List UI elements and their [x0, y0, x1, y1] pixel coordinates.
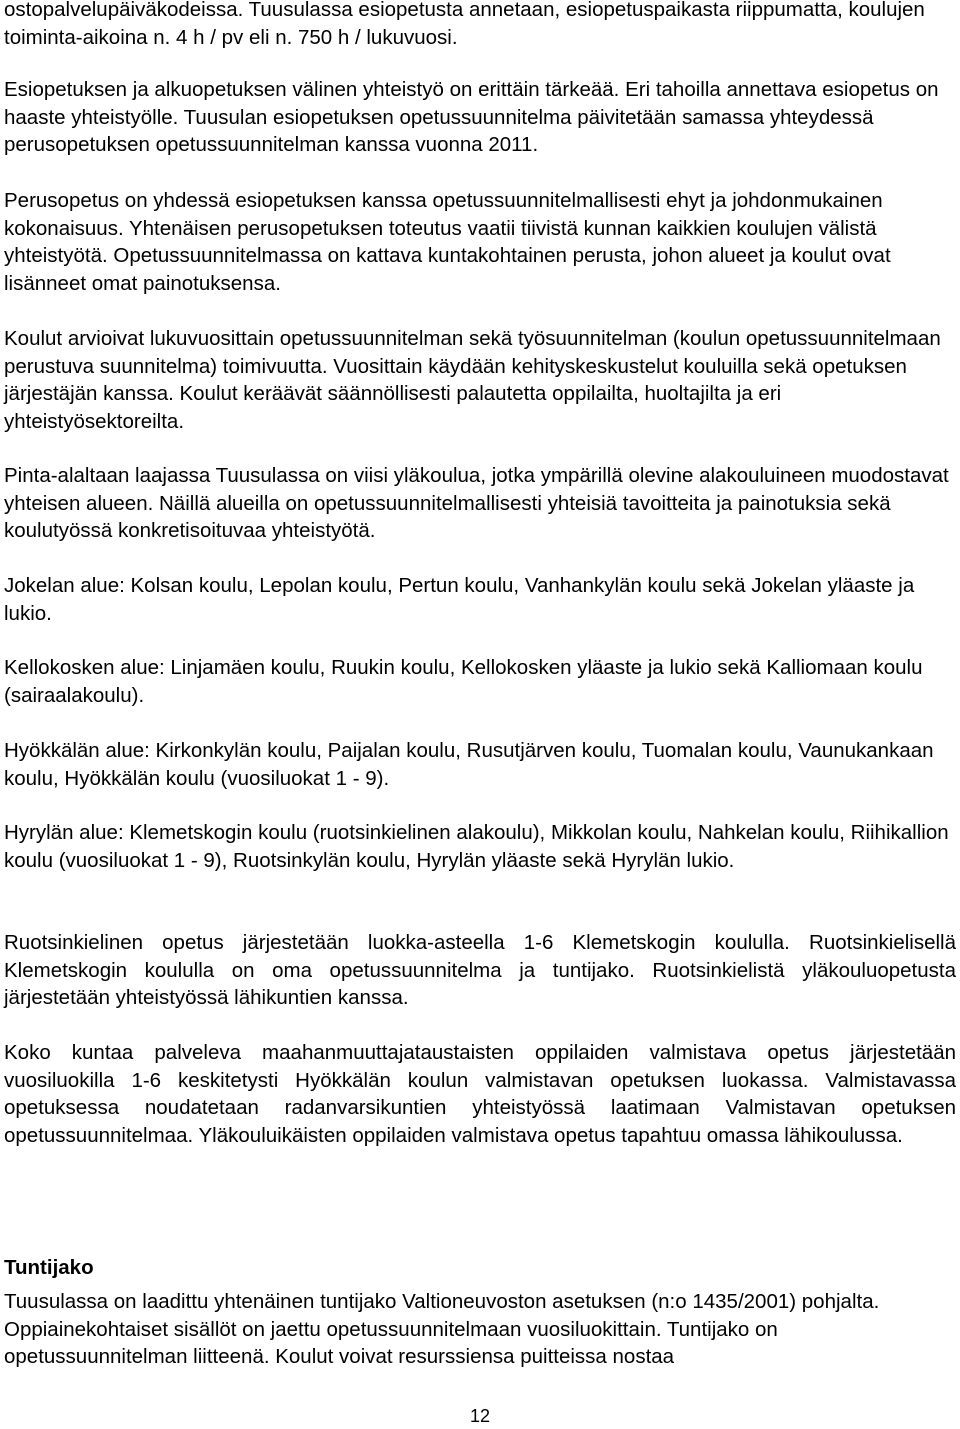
text-line: pohjalta. Oppiainekohtaiset sisällöt on jaettu opetussuunnitelmaan vuosiluokittain.	[4, 1290, 880, 1341]
text-line: Vaunukankaan koulu, Hyökkälän koulu (vuosiluokat 1 - 9).	[4, 739, 934, 790]
text-line: Hyökkälän alue: Kirkonkylän koulu, Paijalan koulu, Rusutjärven koulu, Tuomalan koulu,	[4, 739, 793, 762]
text-line: säännöllisesti palautetta oppilailta, huoltajilta ja eri yhteistyösektoreilta.	[4, 382, 782, 433]
text-line: Pinta-alaltaan laajassa Tuusulassa on viisi yläkoulua, jotka ympärillä olevine alakouluineen	[4, 464, 826, 487]
paragraph-kellokoski-area	[4, 654, 956, 709]
page-number: 12	[469, 1406, 491, 1426]
text-line: Koko kuntaa palveleva maahanmuuttajataustaisten oppilaiden valmistava opetus	[4, 1041, 829, 1064]
text-line: Tuusulassa on laadittu yhtenäinen tuntijako Valtioneuvoston asetuksen (n:o 1435/2001)	[4, 1290, 797, 1313]
text-line: samassa yhteydessä perusopetuksen opetussuunnitelman kanssa vuonna 2011.	[4, 105, 874, 156]
text-line: esiopetus on haaste yhteistyölle. Tuusulan esiopetuksen opetussuunnitelma päivitetään	[4, 78, 939, 129]
text-line: luokassa. Valmistavassa opetuksessa noudatetaan radanvarsikuntien yhteistyössä	[4, 1068, 957, 1119]
paragraph-swedish-education	[4, 929, 956, 1012]
text-line: yläaste ja lukio.	[4, 574, 915, 625]
paragraph-hyokkala-area	[4, 737, 956, 792]
text-line: ostopalvelupäiväkodeissa. Tuusulassa esiopetusta annetaan, esiopetuspaikasta	[4, 0, 730, 21]
text-line: Hyrylän alue: Klemetskogin koulu (ruotsinkielinen alakoulu), Mikkolan koulu, Nahkelan	[4, 821, 785, 844]
text-line: laatimaan Valmistavan opetuksen opetussuunnitelmaa. Yläkouluikäisten oppilaiden	[4, 1096, 956, 1147]
text-line: Ruotsinkielinen opetus järjestetään luokka-asteella 1-6 Klemetskogin koululla.	[4, 931, 790, 954]
text-line: Esiopetuksen ja alkuopetuksen välinen yhteistyö on erittäin tärkeää. Eri tahoilla annettava	[4, 78, 817, 101]
paragraph-jokela-area	[4, 572, 956, 627]
text-line: Jokelan alue: Kolsan koulu, Lepolan koulu, Pertun koulu, Vanhankylän koulu sekä Jokelan	[4, 574, 822, 597]
text-line: kehityskeskustelut kouluilla sekä opetuksen järjestäjän kanssa. Koulut keräävät	[4, 354, 907, 405]
text-line: Tuntijako on opetussuunnitelman liitteenä. Koulut voivat resurssiensa puitteissa nostaa	[4, 1317, 778, 1368]
text-line: muodostavat yhteisen alueen. Näillä alueilla on opetussuunnitelmallisesti yhteisiä	[4, 464, 949, 515]
paragraph-preschool-hours	[4, 0, 956, 51]
text-line: Kellokosken alue: Linjamäen koulu, Ruukin koulu, Kellokosken yläaste ja lukio sekä	[4, 656, 761, 679]
text-line: järjestetään vuosiluokilla 1-6 keskitetysti Hyökkälän koulun valmistavan opetuksen	[4, 1041, 956, 1092]
text-line: Koulut arvioivat lukuvuosittain opetussuunnitelman sekä työsuunnitelman (koulun	[4, 327, 741, 350]
text-line: Hyrylän lukio.	[611, 848, 735, 872]
paragraph-evaluation	[4, 325, 956, 435]
text-line: tavoitteita ja painotuksia sekä koulutyössä konkretisoituvaa yhteistyötä.	[4, 491, 891, 542]
paragraph-tuntijako	[4, 1288, 956, 1371]
text-line: Kalliomaan koulu (sairaalakoulu).	[4, 656, 923, 707]
paragraph-hyryla-area	[4, 819, 956, 874]
text-line: johdonmukainen kokonaisuus. Yhtenäisen perusopetuksen toteutus vaatii tiivistä kunnan	[4, 189, 883, 240]
paragraph-areas	[4, 462, 956, 545]
text-line: koulu, Riihikallion koulu (vuosiluokat 1 - 9), Ruotsinkylän koulu, Hyrylän yläaste sekä	[4, 821, 949, 872]
text-line: perusta, johon alueet ja koulut ovat lisänneet omat painotuksensa.	[4, 244, 891, 295]
text-line: riippumatta, koulujen toiminta-aikoina n. 4 h / pv eli n. 750 h / lukuvuosi.	[4, 0, 925, 49]
paragraph-basic-education	[4, 187, 956, 297]
text-line: Perusopetus on yhdessä esiopetuksen kanssa opetussuunnitelmallisesti ehyt ja	[4, 189, 727, 212]
paragraph-cooperation	[4, 76, 956, 159]
section-heading-tuntijako: Tuntijako	[4, 1256, 94, 1279]
text-line: Ruotsinkielistä yläkouluopetusta järjestetään yhteistyössä lähikuntien kanssa.	[4, 958, 956, 1009]
paragraph-preparatory-education	[4, 1039, 956, 1149]
text-line: opetussuunnitelmaan perustuva suunnitelma) toimivuutta. Vuosittain käydään	[4, 327, 941, 378]
text-line: Ruotsinkielisellä Klemetskogin koululla on oma opetussuunnitelma ja tuntijako.	[4, 931, 956, 982]
text-line: kaikkien koulujen välistä yhteistyötä. Opetussuunnitelmassa on kattava kuntakohtainen	[4, 216, 877, 267]
text-line: valmistava opetus tapahtuu omassa lähikoulussa.	[451, 1123, 903, 1147]
